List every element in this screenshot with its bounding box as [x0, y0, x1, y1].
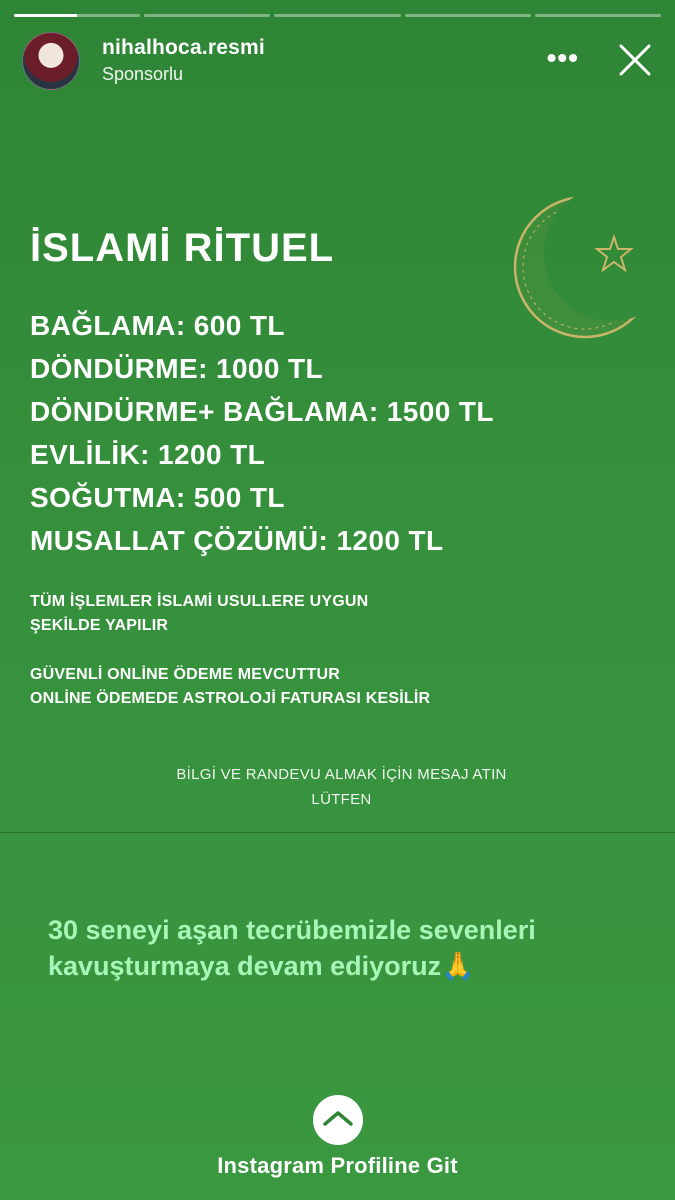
progress-segment — [14, 14, 140, 17]
progress-segment — [535, 14, 661, 17]
caption-line: kavuşturmaya devam ediyoruz🙏 — [48, 951, 475, 981]
avatar[interactable] — [22, 32, 80, 90]
progress-segment — [405, 14, 531, 17]
more-horizontal-icon[interactable]: ••• — [546, 42, 579, 73]
info-line: BİLGİ VE RANDEVU ALMAK İÇİN MESAJ ATIN — [176, 766, 507, 783]
price-item: BAĞLAMA: 600 TL — [30, 310, 285, 341]
crescent-star-icon — [510, 195, 670, 355]
note-line: GÜVENLİ ONLİNE ÖDEME MEVCUTTUR — [30, 666, 341, 683]
sponsored-label: Sponsorlu — [102, 64, 184, 84]
progress-segment — [144, 14, 270, 17]
progress-fill — [14, 14, 77, 17]
note-line: TÜM İŞLEMLER İSLAMİ USULLERE UYGUN — [30, 593, 369, 610]
username[interactable]: nihalhoca.resmi — [102, 36, 265, 59]
price-item: DÖNDÜRME: 1000 TL — [30, 353, 324, 384]
profile-link[interactable]: Instagram Profiline Git — [217, 1153, 458, 1178]
price-item: MUSALLAT ÇÖZÜMÜ: 1200 TL — [30, 525, 444, 556]
story-caption — [48, 912, 648, 984]
swipe-up-button[interactable] — [313, 1095, 363, 1145]
payment-note — [30, 663, 430, 711]
price-list — [30, 304, 494, 562]
story-progress-bar — [14, 14, 661, 17]
close-icon[interactable] — [615, 40, 655, 80]
price-item: EVLİLİK: 1200 TL — [30, 439, 266, 470]
note-line: ONLİNE ÖDEMEDE ASTROLOJİ FATURASI KESİLİR — [30, 690, 431, 707]
contact-info — [0, 762, 675, 812]
price-item: SOĞUTMA: 500 TL — [30, 482, 285, 513]
info-line: LÜTFEN — [311, 791, 372, 808]
islamic-method-note — [30, 590, 368, 638]
story-header — [22, 30, 655, 92]
progress-segment — [274, 14, 400, 17]
post-title: İSLAMİ RİTUEL — [30, 226, 335, 270]
divider — [0, 832, 675, 833]
caption-line: 30 seneyi aşan tecrübemizle sevenleri — [48, 915, 536, 945]
chevron-up-icon — [322, 1107, 354, 1133]
note-line: ŞEKİLDE YAPILIR — [30, 617, 169, 634]
price-item: DÖNDÜRME+ BAĞLAMA: 1500 TL — [30, 396, 494, 427]
